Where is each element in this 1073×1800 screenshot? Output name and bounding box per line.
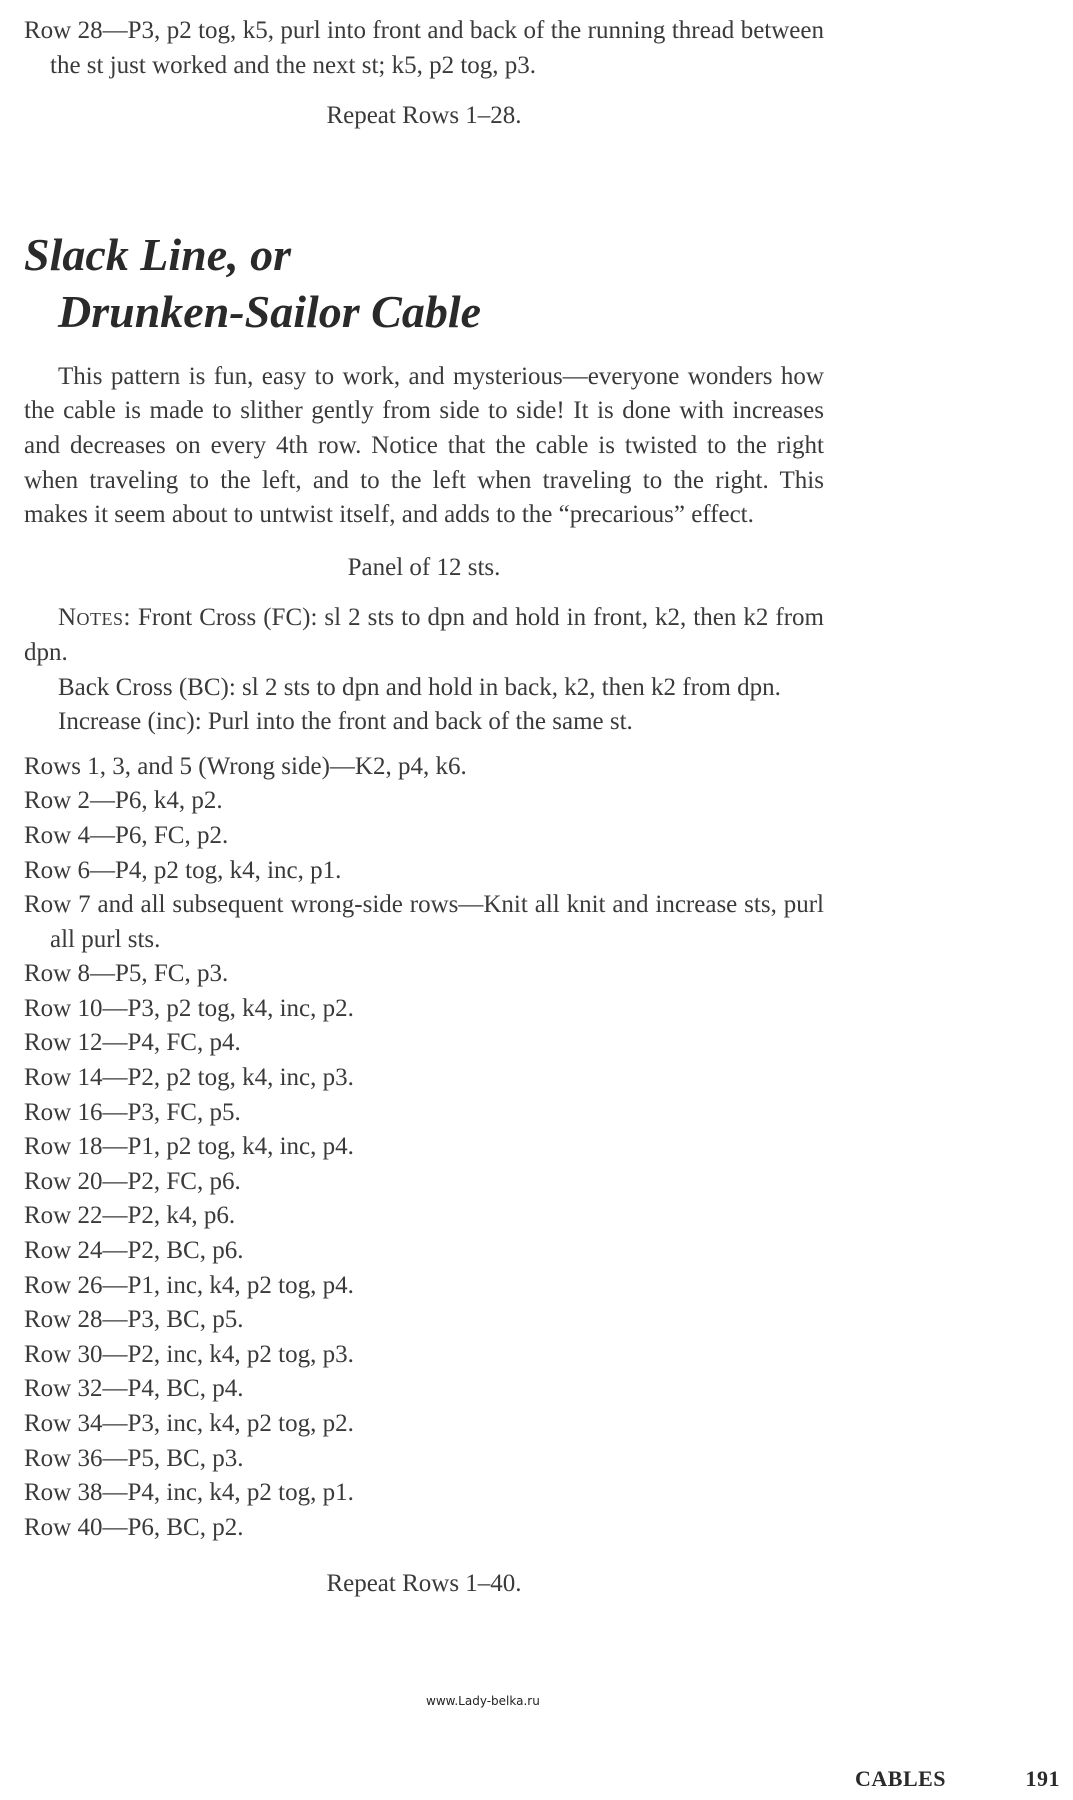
row-instruction: Row 8—P5, FC, p3. [24, 960, 229, 988]
row-instruction: Row 30—P2, inc, k4, p2 tog, p3. [24, 1340, 354, 1368]
pattern-repeat: Repeat Rows 1–40. [326, 1570, 522, 1598]
notes-label: Notes: [58, 604, 131, 632]
row-instruction: Row 10—P3, p2 tog, k4, inc, p2. [24, 994, 354, 1022]
note-increase: Increase (inc): Purl into the front and back of the same st. [58, 708, 633, 736]
row-instruction: Row 32—P4, BC, p4. [24, 1375, 244, 1403]
row-instruction: Row 6—P4, p2 tog, k4, inc, p1. [24, 856, 342, 884]
page-number: 191 [1025, 1766, 1060, 1791]
section-name: CABLES [855, 1766, 947, 1791]
watermark-link[interactable]: www.Lady-belka.ru [426, 1694, 540, 1708]
row-instruction: Row 26—P1, inc, k4, p2 tog, p4. [24, 1271, 354, 1299]
row-instruction: Row 14—P2, p2 tog, k4, inc, p3. [24, 1064, 354, 1092]
row-instruction: Row 40—P6, BC, p2. [24, 1513, 244, 1541]
previous-pattern-row-28: Row 28—P3, p2 tog, k5, purl into front and back of the running thread between the st just worked and the next st; k5, p2 tog, p3. [24, 17, 824, 79]
row-instruction: Row 18—P1, p2 tog, k4, inc, p4. [24, 1133, 354, 1161]
panel-size: Panel of 12 sts. [347, 553, 501, 581]
row-instruction: Row 12—P4, FC, p4. [24, 1029, 241, 1057]
row-instruction: Row 4—P6, FC, p2. [24, 821, 229, 849]
note-front-cross-text: Front Cross (FC): sl 2 sts to dpn and hold in front, k2, then k2 from dpn. [24, 604, 824, 666]
row-instruction: Row 2—P6, k4, p2. [24, 787, 223, 815]
notes-section [24, 601, 824, 739]
row-instruction: Row 36—P5, BC, p3. [24, 1444, 244, 1472]
row-instruction: Row 7 and all subsequent wrong-side rows—Knit all knit and increase sts, purl all purl sts. [24, 891, 824, 953]
pattern-title-line-2: Drunken-Sailor Cable [58, 285, 482, 337]
note-back-cross: Back Cross (BC): sl 2 sts to dpn and hold in back, k2, then k2 from dpn. [58, 673, 781, 701]
row-instruction: Row 22—P2, k4, p6. [24, 1202, 236, 1230]
row-instructions [24, 750, 824, 1546]
previous-pattern-repeat: Repeat Rows 1–28. [326, 102, 522, 130]
pattern-intro: This pattern is fun, easy to work, and mysterious—everyone wonders how the cable is made to slither gently from side to side! It is done with increases and decreases on every 4th row. Notice that the cable is twisted to the right when traveling to the left, and to the left when traveling to the right. This makes it seem about to untwist itself, and adds to the “precarious” effect. [24, 362, 824, 529]
row-instruction: Row 28—P3, BC, p5. [24, 1306, 244, 1334]
row-instruction: Row 16—P3, FC, p5. [24, 1098, 241, 1126]
row-instruction: Rows 1, 3, and 5 (Wrong side)—K2, p4, k6. [24, 752, 467, 780]
row-instruction: Row 34—P3, inc, k4, p2 tog, p2. [24, 1410, 354, 1437]
note-front-cross [24, 601, 824, 670]
row-instruction: Row 24—P2, BC, p6. [24, 1237, 244, 1265]
pattern-title [24, 226, 824, 340]
row-instruction: Row 20—P2, FC, p6. [24, 1167, 241, 1195]
row-instruction: Row 38—P4, inc, k4, p2 tog, p1. [24, 1479, 354, 1507]
pattern-title-line-1: Slack Line, or [24, 228, 292, 280]
book-page [24, 0, 824, 1602]
